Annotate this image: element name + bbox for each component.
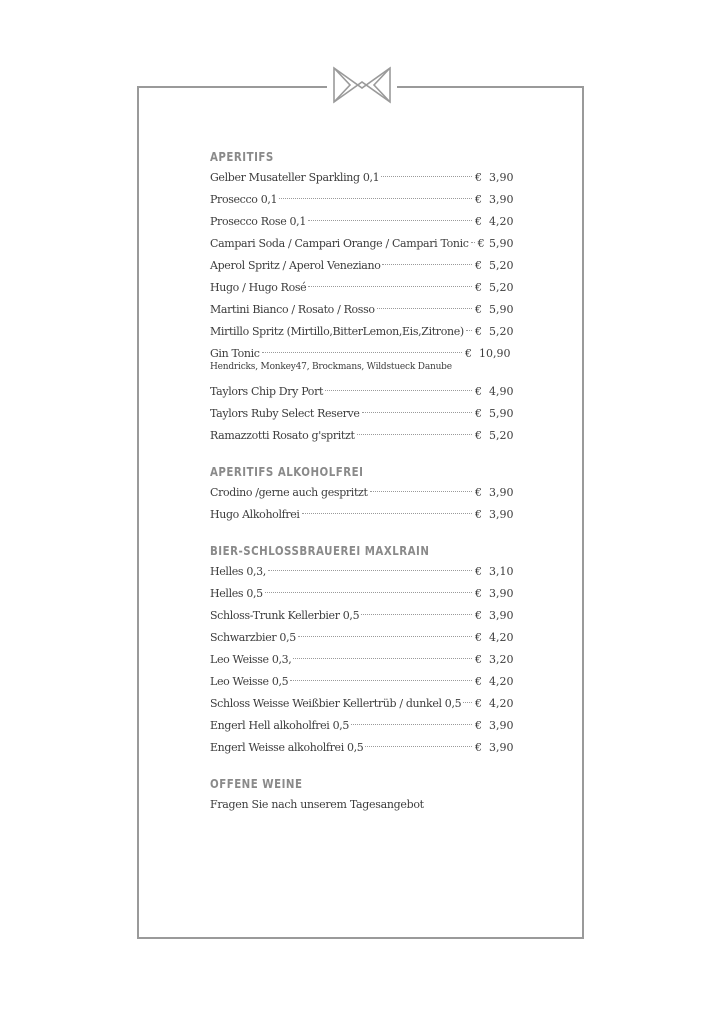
section-title: BIER-SCHLOSSBRAUEREI MAXLRAIN [210, 543, 430, 558]
dot-leader [466, 330, 472, 331]
menu-item [210, 715, 513, 737]
item-name: Helles 0,5 [210, 587, 263, 600]
dot-leader [298, 636, 472, 637]
menu-item [210, 189, 513, 211]
item-price: 4,90 [489, 385, 514, 398]
dot-leader [362, 412, 472, 413]
item-currency: € [475, 565, 482, 578]
dot-leader [463, 702, 472, 703]
item-currency: € [475, 486, 482, 499]
section-note: Fragen Sie nach unserem Tagesangebot [210, 798, 424, 811]
menu-item [210, 737, 513, 759]
item-name: Engerl Hell alkoholfrei 0,5 [210, 719, 350, 732]
menu-item [210, 343, 513, 381]
item-price: 5,20 [489, 281, 514, 294]
item-currency: € [475, 609, 482, 622]
bowtie-logo-icon [330, 64, 394, 106]
menu-item [210, 321, 513, 343]
item-price: 3,90 [489, 486, 514, 499]
dot-leader [265, 592, 472, 593]
item-currency: € [475, 741, 482, 754]
item-currency: € [475, 193, 482, 206]
menu-item [210, 403, 513, 425]
item-name: Ramazzotti Rosato g'spritzt [210, 429, 355, 442]
item-price: 5,90 [489, 407, 514, 420]
menu-item [210, 255, 513, 277]
dot-leader [308, 220, 472, 221]
item-currency: € [475, 429, 482, 442]
item-price: 3,90 [489, 171, 514, 184]
item-name: Leo Weisse 0,3, [210, 653, 292, 666]
item-price: 3,20 [489, 653, 514, 666]
item-price: 4,20 [489, 697, 514, 710]
menu-section [210, 462, 513, 526]
item-currency: € [475, 675, 482, 688]
dot-leader [262, 352, 462, 353]
item-price: 3,90 [489, 719, 514, 732]
item-price: 3,90 [489, 741, 514, 754]
menu-item [210, 425, 513, 447]
item-currency: € [477, 237, 485, 250]
item-name: Prosecco 0,1 [210, 193, 278, 206]
item-currency: € [465, 347, 472, 360]
item-price: 10,90 [479, 347, 511, 360]
item-price: 3,90 [489, 609, 514, 622]
item-currency: € [475, 631, 482, 644]
dot-leader [471, 242, 475, 243]
menu-item [210, 167, 513, 189]
item-name: Schwarzbier 0,5 [210, 631, 296, 644]
item-price: 5,90 [489, 303, 514, 316]
menu-item [210, 504, 513, 526]
menu-item [210, 605, 513, 627]
dot-leader [377, 308, 472, 309]
item-name: Taylors Chip Dry Port [210, 385, 324, 398]
menu-item [210, 299, 513, 321]
item-currency: € [475, 407, 482, 420]
item-price: 4,20 [489, 631, 514, 644]
item-currency: € [475, 653, 482, 666]
dot-leader [370, 491, 472, 492]
item-currency: € [475, 508, 482, 521]
item-price: 3,90 [489, 587, 514, 600]
menu-item [210, 693, 513, 715]
item-price: 3,90 [489, 508, 514, 521]
menu-section [210, 541, 513, 759]
item-name: Engerl Weisse alkoholfrei 0,5 [210, 741, 364, 754]
dot-leader [357, 434, 472, 435]
menu-item [210, 671, 513, 693]
item-name: Aperol Spritz / Aperol Veneziano [210, 259, 381, 272]
item-currency: € [475, 171, 482, 184]
menu-item [210, 211, 513, 233]
item-currency: € [475, 303, 482, 316]
item-currency: € [475, 719, 482, 732]
menu-item [210, 649, 513, 671]
item-price: 5,90 [489, 237, 514, 250]
dot-leader [290, 680, 472, 681]
menu-item [210, 233, 513, 255]
dot-leader [365, 746, 472, 747]
dot-leader [361, 614, 472, 615]
item-currency: € [475, 259, 482, 272]
section-title: APERITIFS [210, 149, 274, 164]
menu-item [210, 583, 513, 605]
item-price: 5,20 [489, 259, 514, 272]
item-currency: € [475, 587, 482, 600]
item-name: Prosecco Rose 0,1 [210, 215, 306, 228]
menu-item [210, 277, 513, 299]
menu-item [210, 482, 513, 504]
item-currency: € [475, 385, 482, 398]
item-name: Leo Weisse 0,5 [210, 675, 289, 688]
section-title: OFFENE WEINE [210, 776, 303, 791]
item-price: 5,20 [489, 429, 514, 442]
item-price: 3,10 [489, 565, 514, 578]
item-name: Gin Tonic [210, 347, 260, 360]
dot-leader [302, 513, 472, 514]
item-name: Crodino /gerne auch gespritzt [210, 486, 368, 499]
item-price: 4,20 [489, 215, 514, 228]
dot-leader [382, 264, 472, 265]
item-price: 3,90 [489, 193, 514, 206]
menu-item [210, 627, 513, 649]
dot-leader [381, 176, 472, 177]
menu-item [210, 381, 513, 403]
dot-leader [268, 570, 472, 571]
dot-leader [351, 724, 472, 725]
item-price: 5,20 [489, 325, 514, 338]
item-name: Hugo / Hugo Rosé [210, 281, 307, 294]
item-name: Taylors Ruby Select Reserve [210, 407, 360, 420]
dot-leader [325, 390, 472, 391]
menu-content [210, 147, 513, 831]
dot-leader [293, 658, 472, 659]
dot-leader [308, 286, 472, 287]
menu-section [210, 774, 513, 816]
item-currency: € [475, 325, 482, 338]
item-subtext: Hendricks, Monkey47, Brockmans, Wildstueck Danube [210, 362, 452, 372]
item-currency: € [475, 215, 482, 228]
item-name: Mirtillo Spritz (Mirtillo,BitterLemon,Eis,Zitrone) [210, 325, 464, 338]
item-currency: € [475, 697, 482, 710]
dot-leader [279, 198, 472, 199]
item-currency: € [475, 281, 482, 294]
item-name: Schloss Weisse Weißbier Kellertrüb / dunkel 0,5 [210, 697, 462, 710]
item-price: 4,20 [489, 675, 514, 688]
item-name: Helles 0,3, [210, 565, 266, 578]
item-name: Hugo Alkoholfrei [210, 508, 300, 521]
item-name: Campari Soda / Campari Orange / Campari Tonic [210, 237, 469, 250]
item-name: Schloss-Trunk Kellerbier 0,5 [210, 609, 360, 622]
section-title: APERITIFS ALKOHOLFREI [210, 464, 364, 479]
menu-item [210, 561, 513, 583]
item-name: Martini Bianco / Rosato / Rosso [210, 303, 375, 316]
menu-section [210, 147, 513, 447]
item-name: Gelber Musateller Sparkling 0,1 [210, 171, 380, 184]
